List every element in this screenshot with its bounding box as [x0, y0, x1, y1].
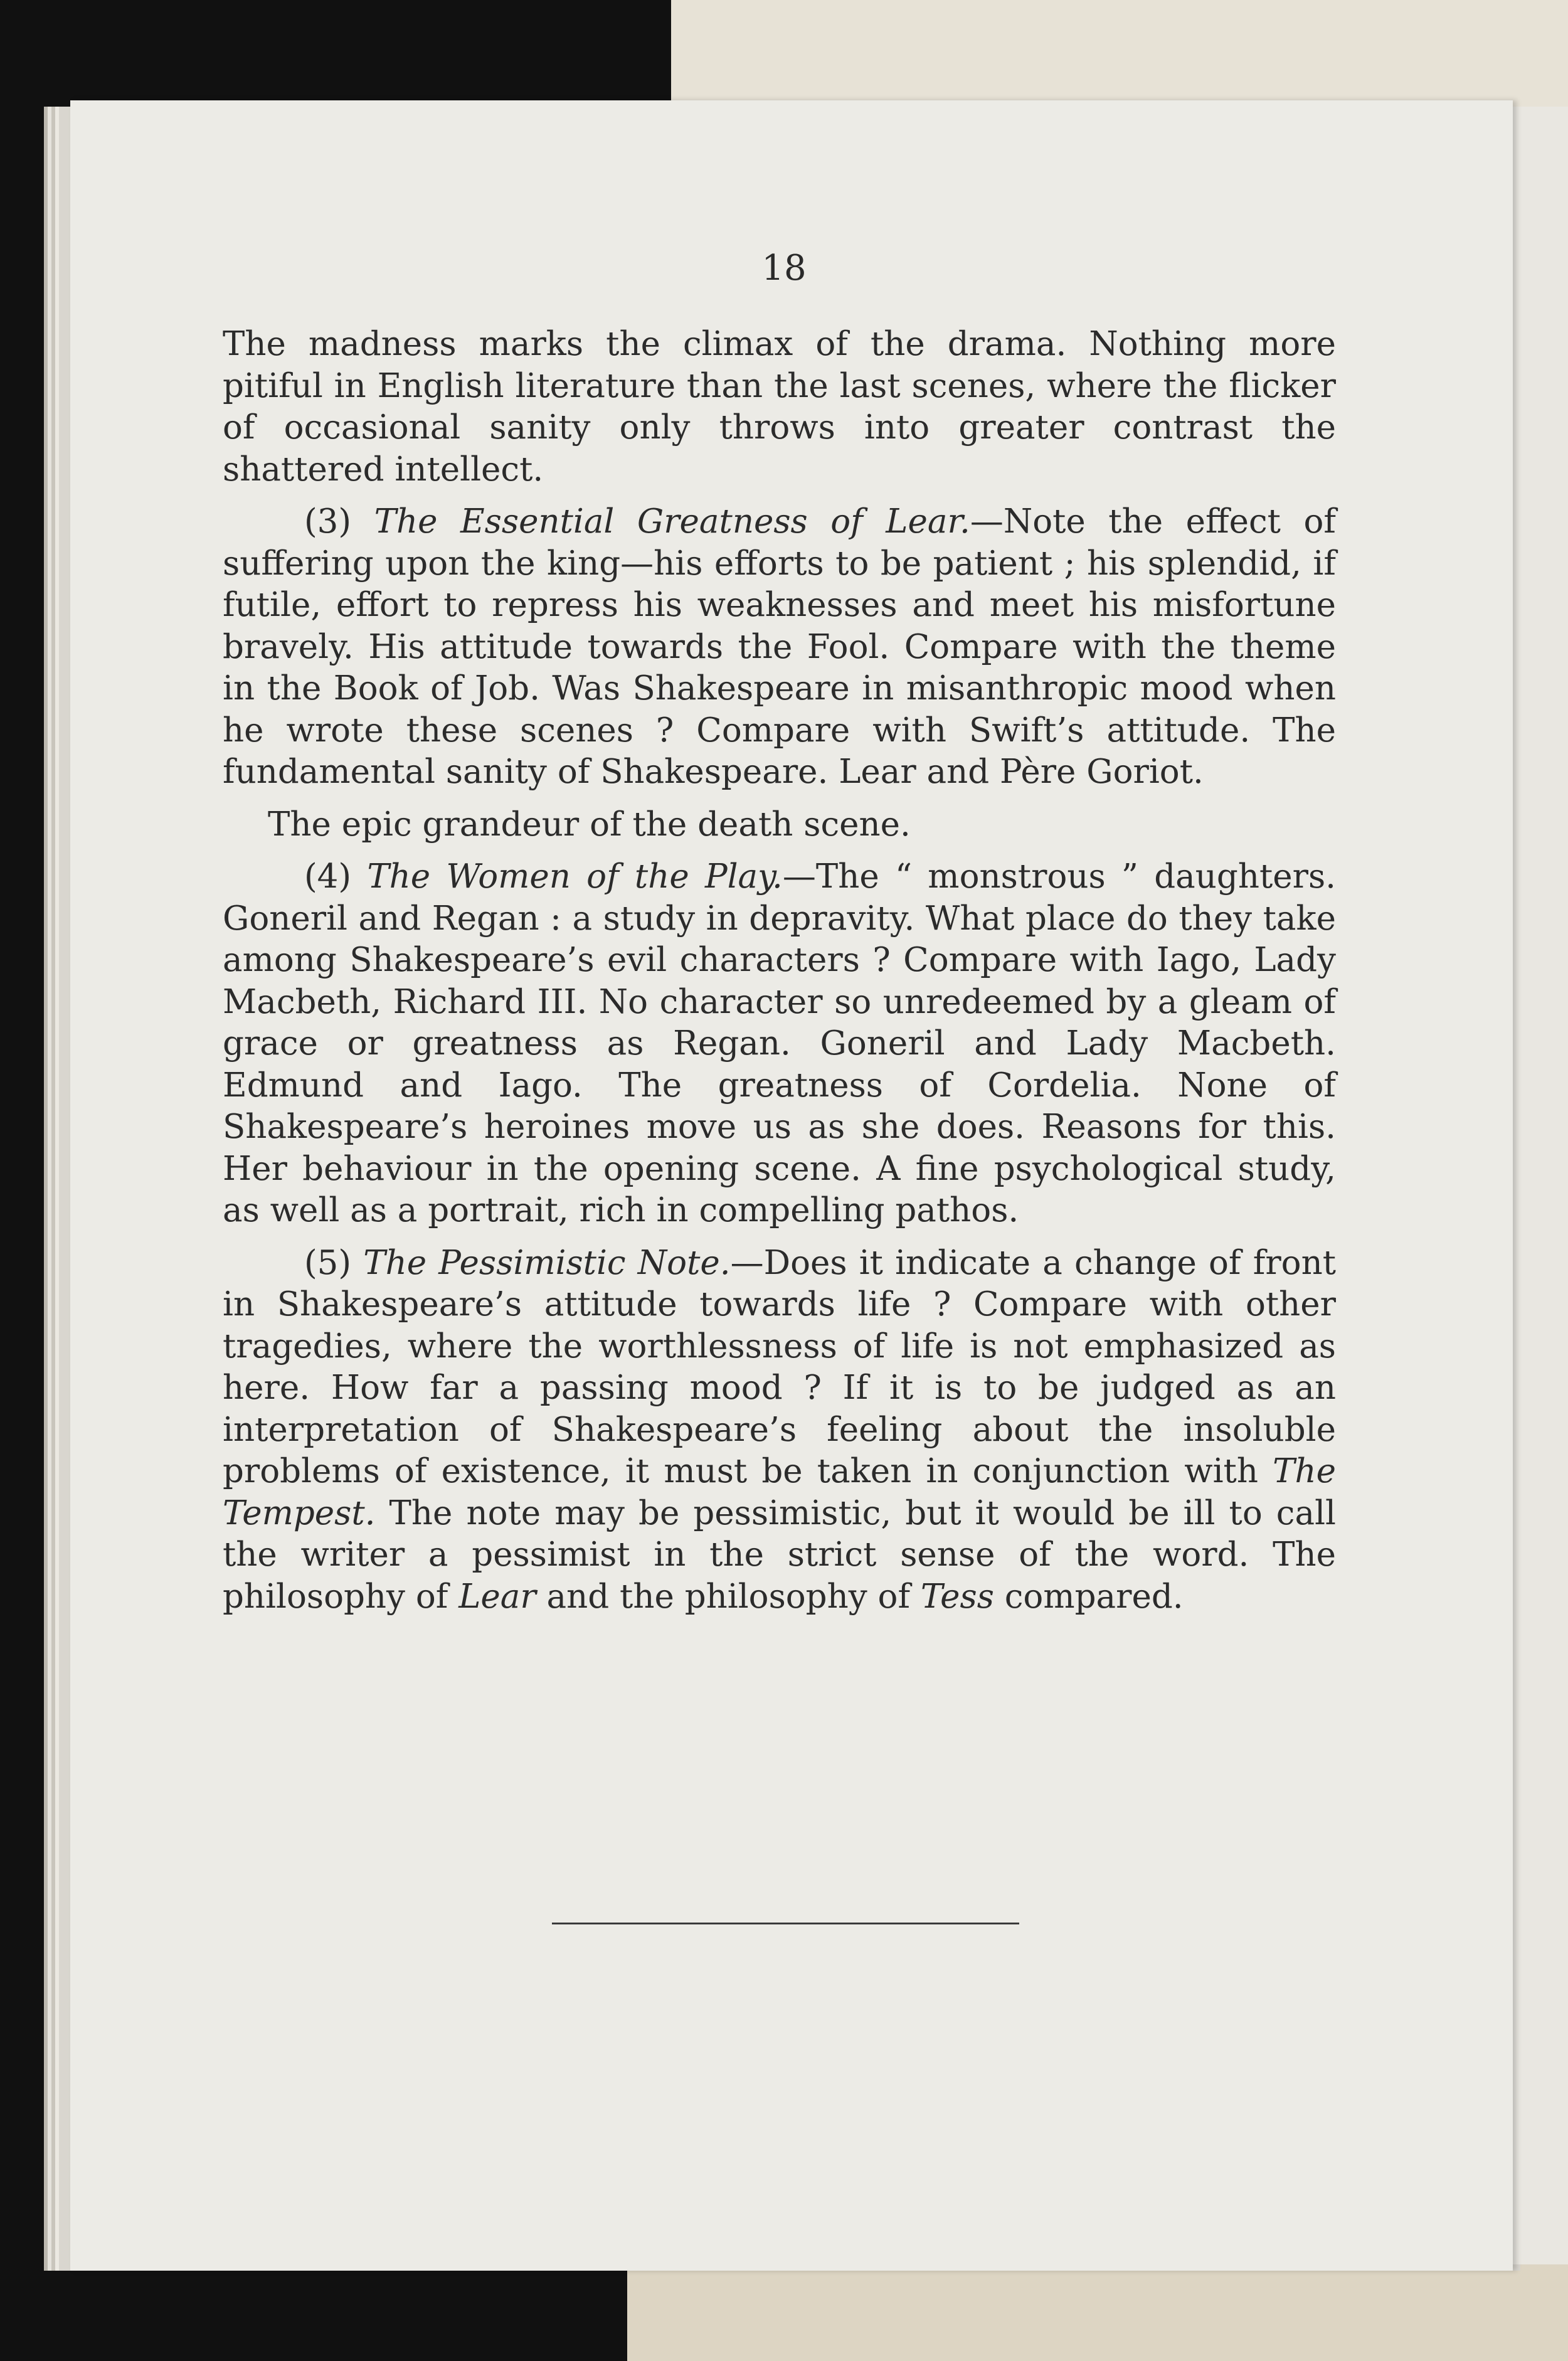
section-heading: The Pessimistic Note. — [363, 1243, 731, 1282]
text-span: compared. — [993, 1577, 1184, 1616]
title-reference: Tess — [920, 1577, 994, 1616]
paragraph-madness — [223, 324, 1336, 491]
text-span: (4) — [304, 857, 368, 896]
end-rule — [552, 1923, 1019, 1924]
text-span: The madness marks the climax of the drama. Nothing more pitiful in English literature than the last scenes, where the flicker of occasional sanity only throws into greater contrast the shattered intellect. — [223, 325, 1336, 489]
paragraph-pessimistic-note — [223, 1243, 1336, 1618]
background-paper-bottom — [627, 2264, 1568, 2361]
text-span: —Does it indicate a change of front in Shakespeare’s attitude towards life ? Compare with other tragedies, where the worthlessness of life is not emphasized as here. How far a passing mood ? If it is to be judged as an interpretation of Shakespeare’s feeling about the insoluble problems of existence, it must be taken in conjunction with — [223, 1243, 1337, 1490]
title-reference: The Tempest. — [223, 1452, 1336, 1532]
text-span: (3) — [304, 502, 374, 541]
page-number: 18 — [761, 248, 807, 289]
text-span: The note may be pessimistic, but it would be ill to call the writer a pessimist in the strict sense of the word. The philosophy of — [223, 1494, 1336, 1616]
paragraph-women-of-the-play — [223, 856, 1336, 1232]
text-span: (5) — [304, 1243, 364, 1282]
section-heading: The Essential Greatness of Lear. — [374, 502, 970, 541]
paragraph-death-scene — [223, 804, 1336, 846]
title-reference: Lear — [458, 1577, 536, 1616]
paragraph-essential-greatness — [223, 501, 1336, 793]
text-span: —Note the effect of suffering upon the king—his efforts to be patient ; his splendid, if futile, effort to repress his weaknesses and meet his misfortune bravely. His attitude towards the Fool. Compare with the theme in the Book of Job. Was Shakespeare in misanthropic mood when he wrote these scenes ? Compare with Swift’s attitude. The fundamental sanity of Shakespeare. Lear and Père Goriot. — [223, 502, 1337, 791]
text-span: and the philosophy of — [536, 1577, 921, 1616]
body-text — [223, 324, 1336, 1618]
text-span: —The “ monstrous ” daughters. Goneril and Regan : a study in depravity. What place do they take among Shakespeare’s evil characters ? Compare with Iago, Lady Macbeth, Richard III. No character so unredeemed by a gleam of grace or greatness as Regan. Goneril and Lady Macbeth. Edmund and Iago. The greatness of Cordelia. None of Shakespeare’s heroines move us as she does. Reasons for this. Her behaviour in the opening scene. A fine psychological study, as well as a portrait, rich in compelling pathos. — [223, 857, 1336, 1229]
section-heading: The Women of the Play. — [367, 857, 783, 896]
text-span: The epic grandeur of the death scene. — [268, 805, 911, 844]
